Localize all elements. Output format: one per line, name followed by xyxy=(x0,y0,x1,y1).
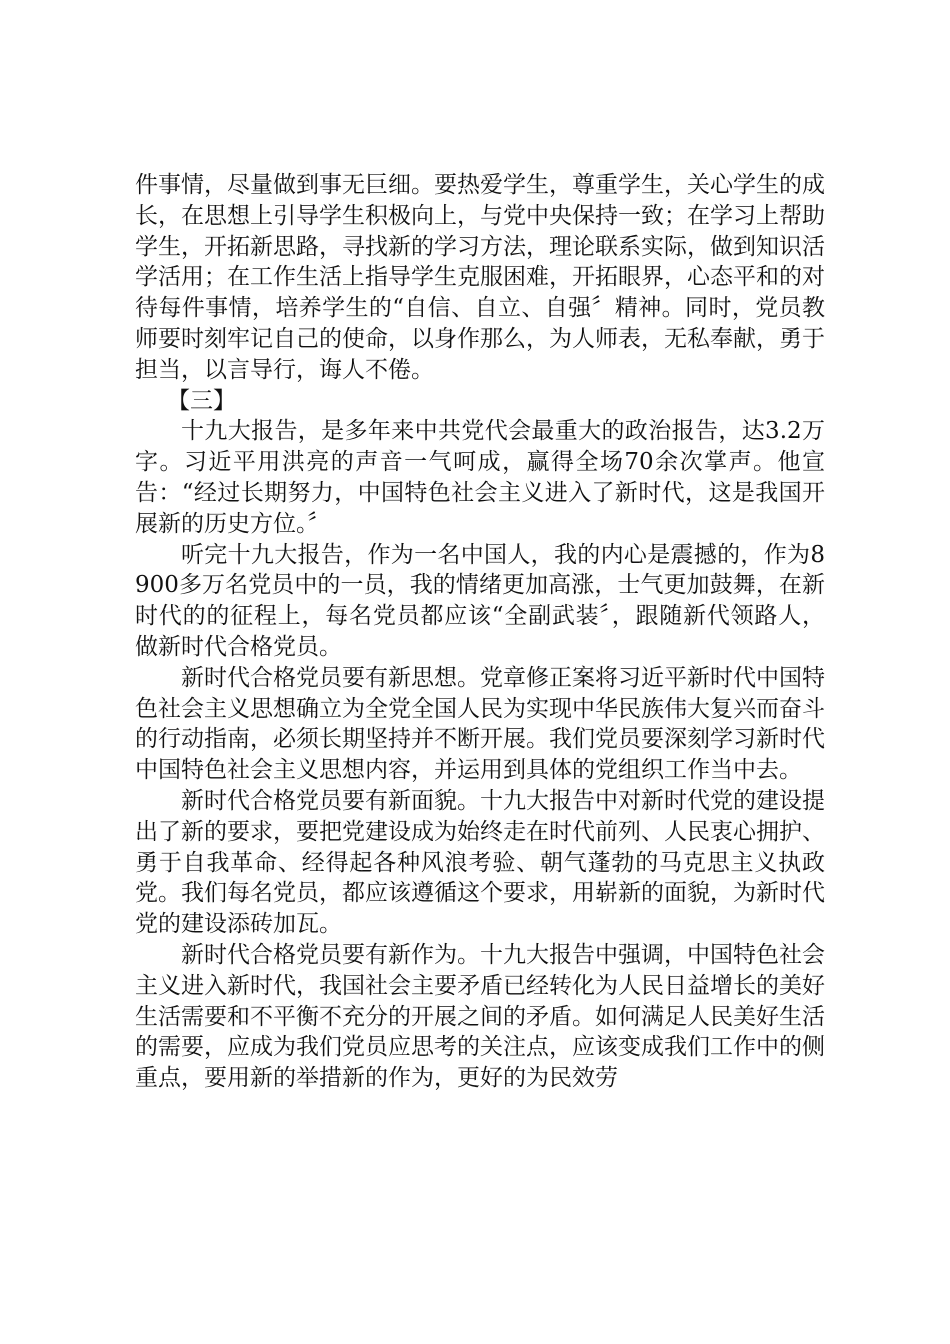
paragraph-report-overview: 十九大报告，是多年来中共党代会最重大的政治报告，达3.2万字。习近平用洪亮的声音一气呵成，赢得全场70余次掌声。他宣告：“经过长期努力，中国特色社会主义进入了新时代，这是我国开展新的历史方位。〞 xyxy=(135,418,825,537)
paragraph-reaction: 听完十九大报告，作为一名中国人，我的内心是震撼的，作为8900多万名党员中的一员，我的情绪更加高涨，士气更加鼓舞，在新时代的的征程上，每名党员都应该“全副武装〞，跟随新代领路人，做新时代合格党员。 xyxy=(135,541,825,660)
document-page xyxy=(135,170,825,1094)
paragraph-new-appearance: 新时代合格党员要有新面貌。十九大报告中对新时代党的建设提出了新的要求，要把党建设成为始终走在时代前列、人民衷心拥护、勇于自我革命、经得起各种风浪考验、朝气蓬勃的马克思主义执政党。我们每名党员，都应该遵循这个要求，用崭新的面貌，为新时代党的建设添砖加瓦。 xyxy=(135,787,825,938)
section-heading: 【三】 xyxy=(167,387,236,414)
paragraph-new-thought: 新时代合格党员要有新思想。党章修正案将习近平新时代中国特色社会主义思想确立为全党全国人民为实现中华民族伟大复兴而奋斗的行动指南，必须长期坚持并不断开展。我们党员要深刻学习新时代中国特色社会主义思想内容，并运用到具体的党组织工作当中去。 xyxy=(135,664,825,784)
continuation-paragraph: 件事情，尽量做到事无巨细。要热爱学生，尊重学生，关心学生的成长，在思想上引导学生积极向上，与党中央保持一致；在学习上帮助学生，开拓新思路，寻找新的学习方法，理论联系实际，做到知识活学活用；在工作生活上指导学生克服困难，开拓眼界，心态平和的对待每件事情，培养学生的“自信、自立、自强〞精神。同时，党员教师要时刻牢记自己的使命，以身作那么，为人师表，无私奉献，勇于担当，以言导行，诲人不倦。 xyxy=(135,172,825,383)
paragraph-new-action: 新时代合格党员要有新作为。十九大报告中强调，中国特色社会主义进入新时代，我国社会主要矛盾已经转化为人民日益增长的美好生活需要和不平衡不充分的开展之间的矛盾。如何满足人民美好生活的需要，应成为我们党员应思考的关注点，应该变成我们工作中的侧重点，要用新的举措新的作为，更好的为民效劳 xyxy=(135,941,825,1092)
